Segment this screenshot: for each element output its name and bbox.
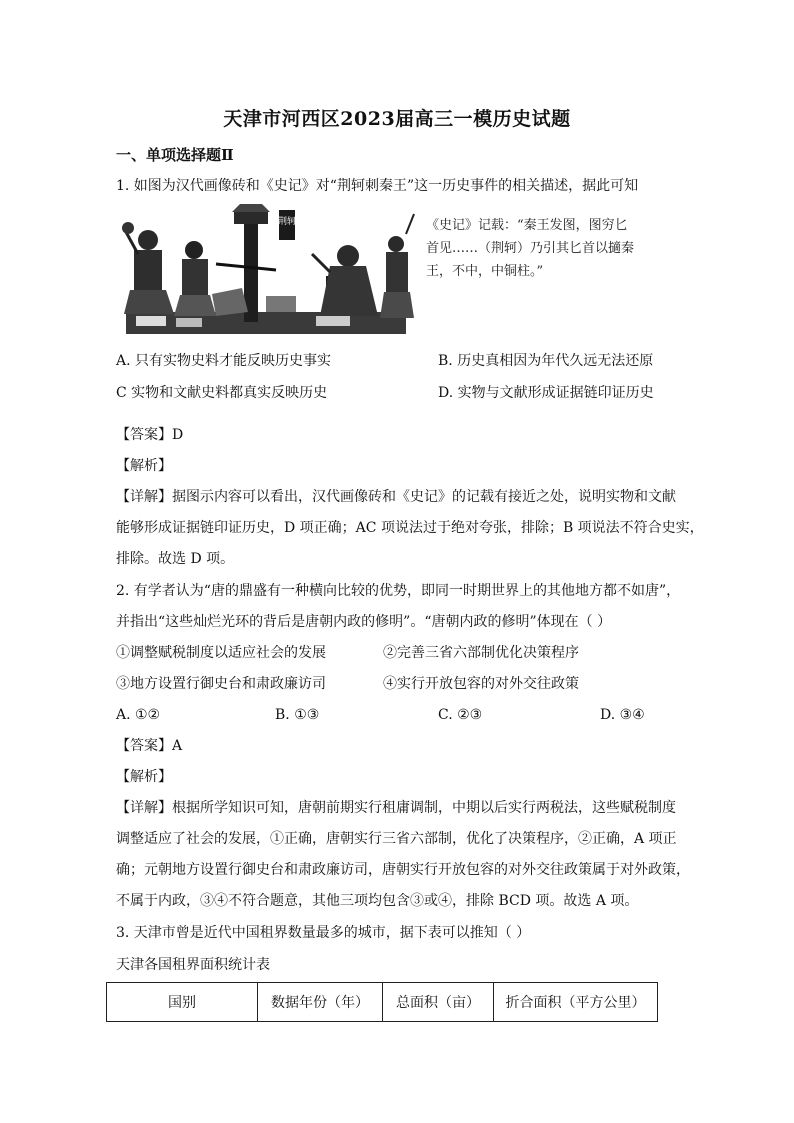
column-header: 折合面积（平方公里） <box>494 983 658 1022</box>
q2-analysis-label: 【解析】 <box>116 769 172 785</box>
q1-detail-line: 能够形成证据链印证历史，D 项正确；AC 项说法过于绝对夸张，排除；B 项说法不符合史实， <box>116 520 704 536</box>
q2-detail-line: 【详解】根据所学知识可知，唐朝前期实行租庸调制，中期以后实行两税法，这些赋税制度 <box>116 800 676 816</box>
q2-option-b[interactable]: B. ①③ <box>275 707 320 723</box>
q2-stem-line: 2. 有学者认为“唐的鼎盛有一种横向比较的优势，即同一时期世界上的其他地方都不如唐”， <box>116 583 681 599</box>
concession-area-table <box>106 982 658 1022</box>
q2-detail-line: 确；元朝地方设置行御史台和肃政廉访司，唐朝实行开放包容的对外交往政策属于对外政策， <box>116 862 690 878</box>
q2-option-d[interactable]: D. ③④ <box>600 707 645 723</box>
page-title: 天津市河西区2023届高三一模历史试题 <box>223 108 571 130</box>
q2-stem-line: 并指出“这些灿烂光环的背后是唐朝内政的修明”。“唐朝内政的修明”体现在（ ） <box>116 614 612 630</box>
section-heading: 一、单项选择题Ⅱ <box>116 146 234 164</box>
column-header: 总面积（亩） <box>383 983 494 1022</box>
table-header-row <box>107 983 658 1022</box>
q2-option-c[interactable]: C. ②③ <box>438 707 483 723</box>
q2-detail-line: 不属于内政，③④不符合题意，其他三项均包含③或④，排除 BCD 项。故选 A 项。 <box>116 893 639 909</box>
relief-illustration <box>116 204 416 340</box>
column-header: 国别 <box>107 983 258 1022</box>
q1-answer: 【答案】D <box>116 427 184 443</box>
shiji-quote <box>426 214 666 283</box>
table-caption: 天津各国租界面积统计表 <box>116 957 270 973</box>
quote-line: 《史记》记载：“秦王发图，图穷匕 <box>426 218 628 233</box>
q1-option-d[interactable]: D. 实物与文献形成证据链印证历史 <box>438 385 654 401</box>
q2-detail-line: 调整适应了社会的发展，①正确，唐朝实行三省六部制，优化了决策程序，②正确，A 项正 <box>116 831 677 847</box>
q1-analysis-label: 【解析】 <box>116 458 172 474</box>
q3-stem: 3. 天津市曾是近代中国租界数量最多的城市，据下表可以推知（ ） <box>116 925 531 941</box>
q2-item-4: ④实行开放包容的对外交往政策 <box>383 676 579 692</box>
q1-detail-line: 【详解】据图示内容可以看出，汉代画像砖和《史记》的记载有接近之处，说明实物和文献 <box>116 489 676 505</box>
q1-detail-line: 排除。故选 D 项。 <box>116 551 235 567</box>
q1-option-a[interactable]: A. 只有实物史料才能反映历史事实 <box>116 353 332 369</box>
q1-option-b[interactable]: B. 历史真相因为年代久远无法还原 <box>438 353 654 369</box>
han-brick-relief-image <box>116 204 416 340</box>
q2-item-3: ③地方设置行御史台和肃政廉访司 <box>116 676 326 692</box>
q2-option-a[interactable]: A. ①② <box>116 707 161 723</box>
q1-option-c[interactable]: C 实物和文献史料都真实反映历史 <box>116 385 328 401</box>
relief-label-jingke: 荆轲 <box>277 217 297 227</box>
q2-item-2: ②完善三省六部制优化决策程序 <box>383 645 579 661</box>
quote-line: 王，不中，中铜柱。” <box>426 264 544 279</box>
q2-item-1: ①调整赋税制度以适应社会的发展 <box>116 645 326 661</box>
column-header: 数据年份（年） <box>258 983 383 1022</box>
q2-answer: 【答案】A <box>116 738 183 754</box>
q1-stem: 1. 如图为汉代画像砖和《史记》对“荆轲刺秦王”这一历史事件的相关描述，据此可知 <box>116 178 639 194</box>
quote-line: 首见……（荆轲）乃引其匕首以擿秦 <box>426 241 635 256</box>
